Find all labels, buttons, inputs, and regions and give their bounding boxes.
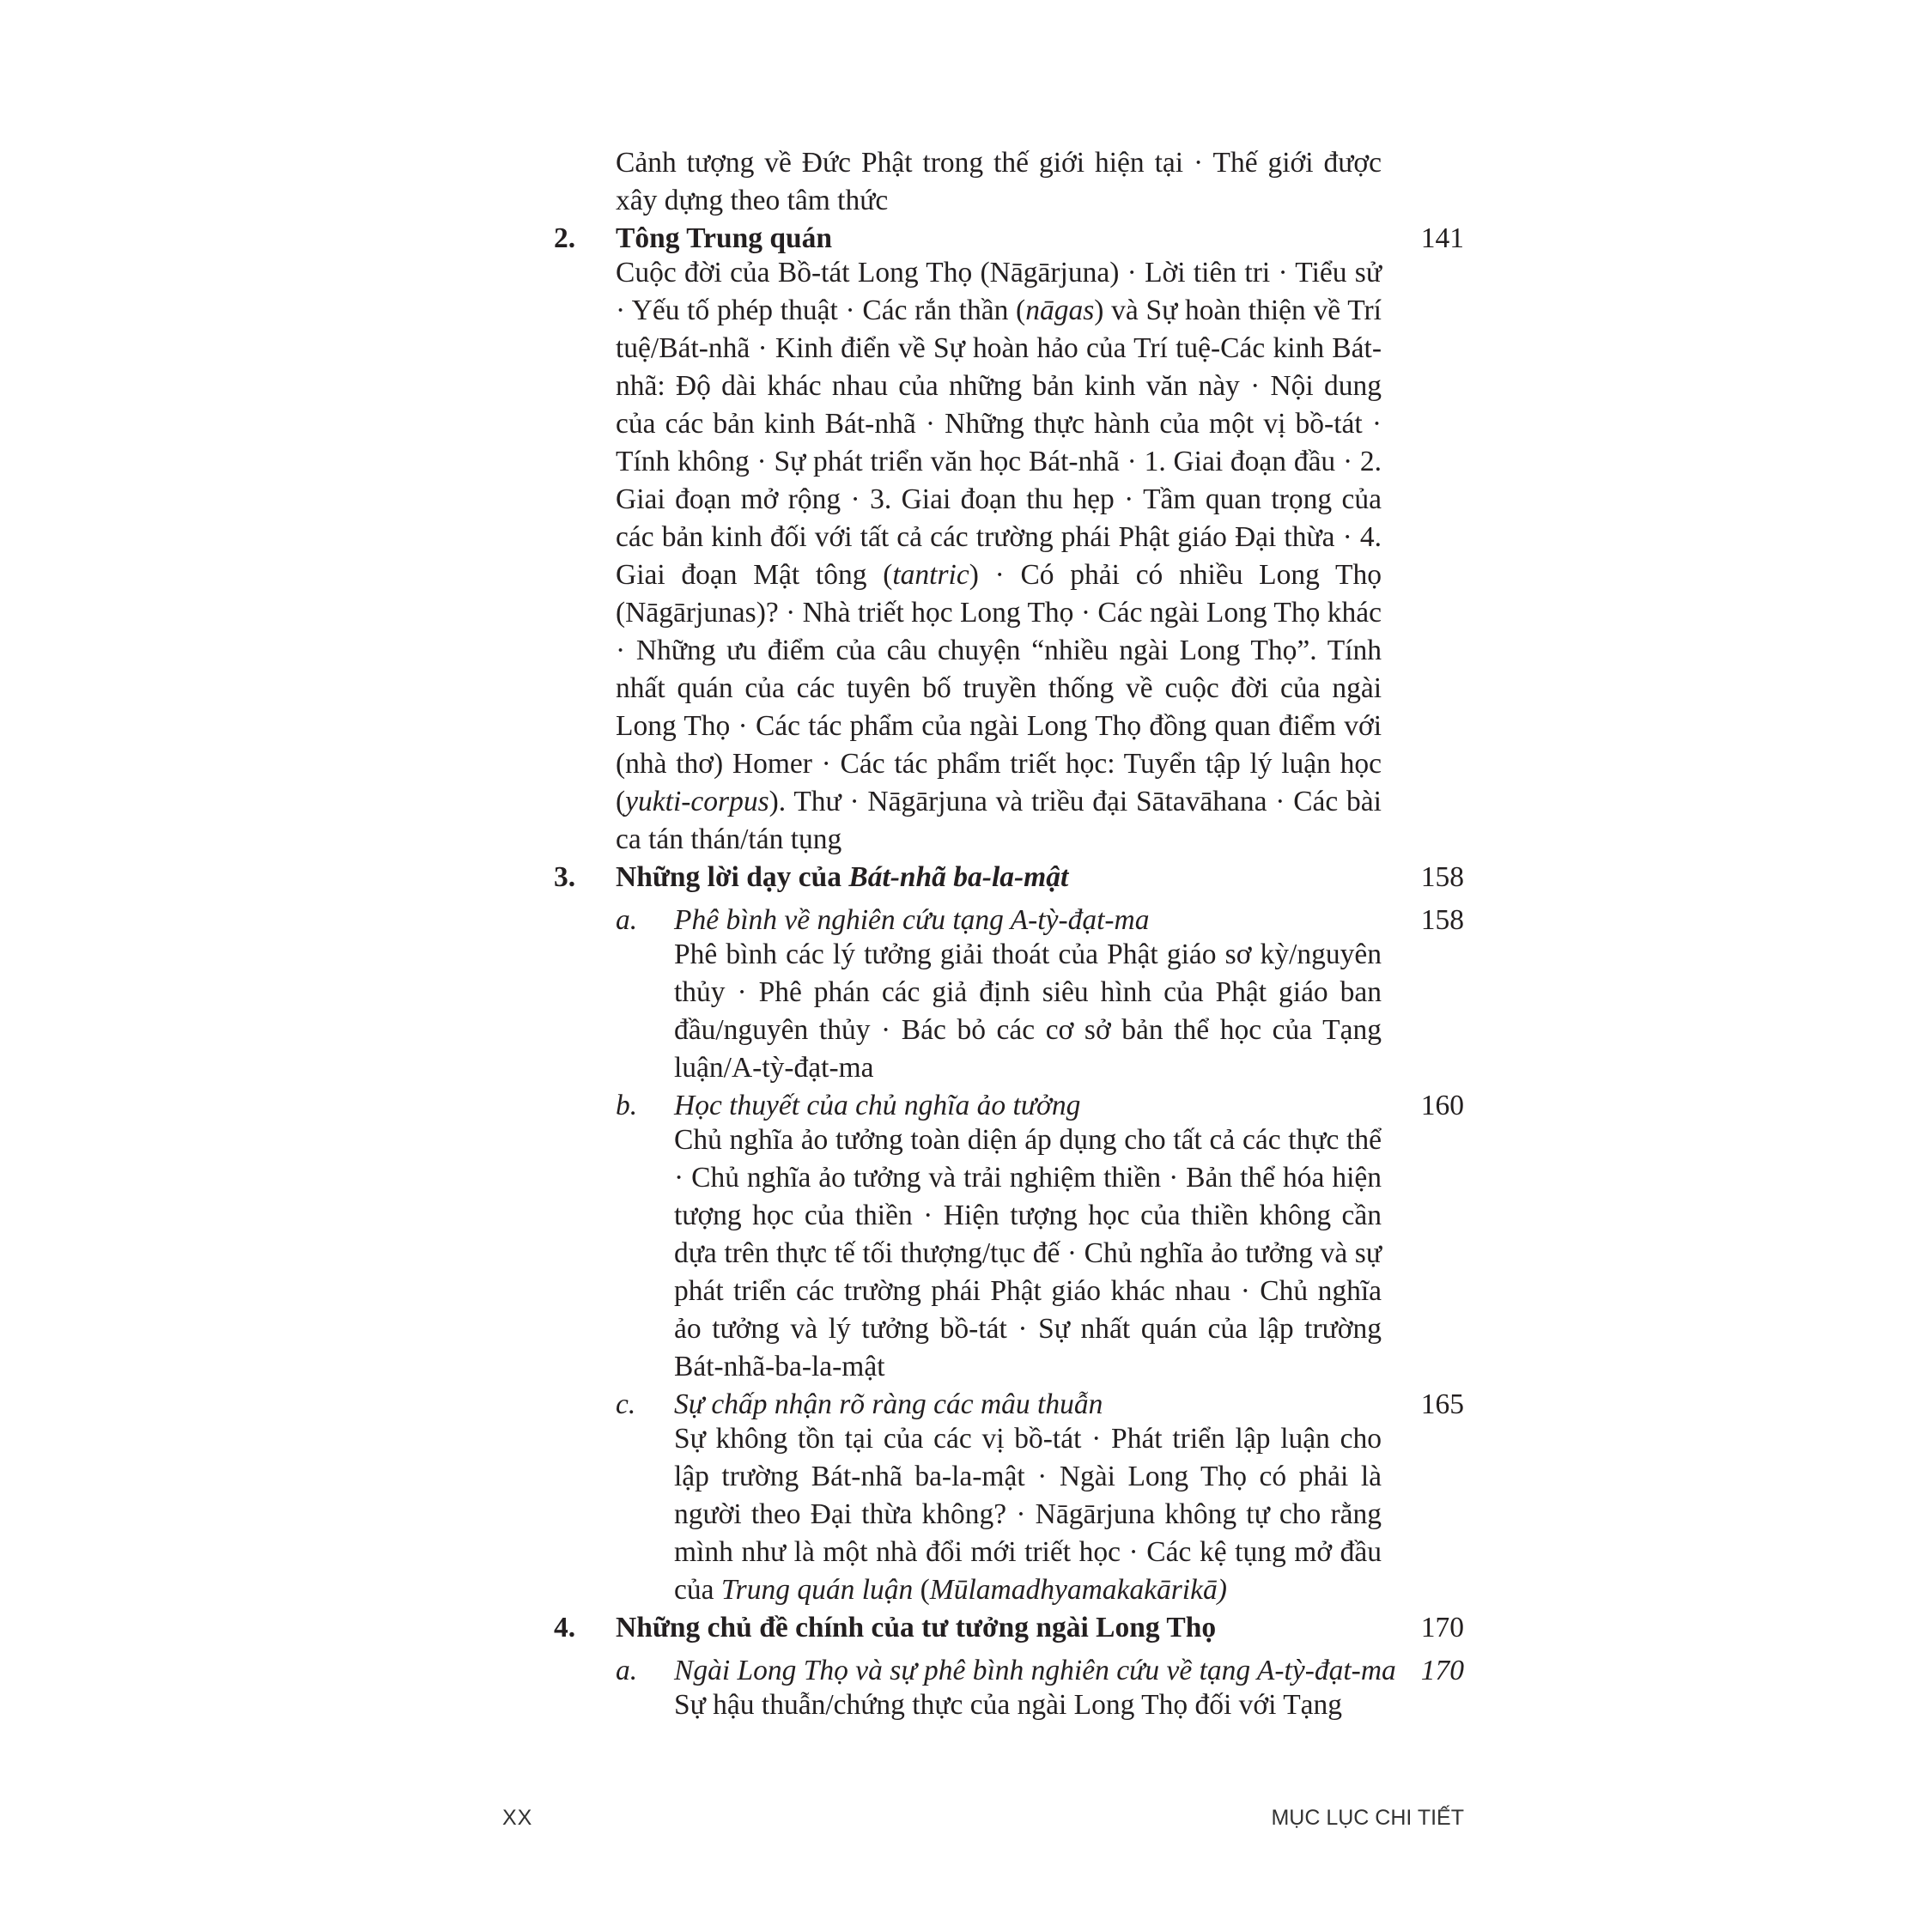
subsection-heading-row — [554, 1087, 1464, 1130]
page-number: 165 — [1420, 1388, 1464, 1420]
subsection-title: Sự chấp nhận rõ ràng các mâu thuẫn — [674, 1388, 1103, 1420]
description-tail-italic: Mūlamadhyamakakārikā) — [929, 1574, 1227, 1606]
subsection-description: Phê bình các lý tưởng giải thoát của Phật giáo sơ kỳ/nguyên thủy · Phê phán các giả định siêu hình của Phật giáo ban đầu/nguyên thủy · Bác bỏ các cơ sở bản thể học của Tạng luận/A-tỳ-đạt-ma — [674, 939, 1382, 1084]
intro-text: Cảnh tượng về Đức Phật trong thế giới hiện tại · Thế giới được xây dựng theo tâm thức — [616, 147, 1382, 216]
section-description: Cuộc đời của Bồ-tát Long Thọ (Nāgārjuna) · Lời tiên tri · Tiểu sử · Yếu tố phép thuật · Các rắn thần (nāgas) và Sự hoàn thiện về Trí tuệ/Bát-nhã · Kinh điển về Sự hoàn hảo của Trí tuệ-Các kinh Bát-nhã: Độ dài khác nhau của những bản kinh văn này · Nội dung của các bản kinh Bát-nhã · Những thực hành của một vị bồ-tát · Tính không · Sự phát triển văn học Bát-nhã · 1. Giai đoạn đầu · 2. Giai đoạn mở rộng · 3. Giai đoạn thu hẹp · Tầm quan trọng của các bản kinh đối với tất cả các trường phái Phật giáo Đại thừa · 4. Giai đoạn Mật tông (tantric) · Có phải có nhiều Long Thọ (Nāgārjunas)? · Nhà triết học Long Thọ · Các ngài Long Thọ khác · Những ưu điểm của câu chuyện “nhiều ngài Long Thọ”. Tính nhất quán của các tuyên bố truyền thống về cuộc đời của ngài Long Thọ · Các tác phẩm của ngài Long Thọ đồng quan điểm với (nhà thơ) Homer · Các tác phẩm triết học: Tuyển tập lý luận học (yukti-corpus). Thư · Nāgārjuna và triều đại Sātavāhana · Các bài ca tán thán/tán tụng — [616, 257, 1382, 855]
toc-subsection-3a — [554, 902, 1464, 1087]
page-number: 141 — [1420, 222, 1464, 254]
description-italic: Trung quán luận — [720, 1574, 914, 1606]
page-number: 170 — [1420, 1612, 1464, 1643]
section-title — [616, 859, 1068, 896]
description-plain: Sự không tồn tại của các vị bồ-tát · Phát triển lập luận cho lập trường Bát-nhã ba-la-mật · Ngài Long Thọ có phải là người theo Đại thừa không? · Nāgārjuna không tự cho rằng mình như là một nhà đổi mới triết học · Các kệ tụng mở đầu của — [674, 1423, 1382, 1606]
section-title-plain: Những lời dạy của — [616, 861, 849, 893]
section-heading-row — [554, 859, 1464, 902]
subsection-heading-row — [554, 1652, 1464, 1695]
page-number: 170 — [1420, 1655, 1464, 1686]
section-heading-row — [554, 1609, 1464, 1652]
section-heading-row — [554, 220, 1464, 263]
subsection-letter: a. — [616, 904, 638, 936]
description-tail-plain: ( — [913, 1574, 930, 1606]
subsection-heading-row — [554, 1386, 1464, 1429]
page-number: 160 — [1420, 1090, 1464, 1121]
subsection-heading-row — [554, 902, 1464, 945]
page-number: 158 — [1420, 861, 1464, 893]
subsection-title: Ngài Long Thọ và sự phê bình nghiên cứu về tạng A-tỳ-đạt-ma — [674, 1655, 1396, 1686]
subsection-letter: b. — [616, 1090, 638, 1121]
subsection-title: Học thuyết của chủ nghĩa ảo tưởng — [674, 1090, 1081, 1121]
section-title-italic: Bát-nhã ba-la-mật — [848, 861, 1069, 893]
toc-section-2 — [554, 220, 1464, 859]
section-number: 2. — [554, 222, 576, 254]
section-number: 4. — [554, 1612, 576, 1643]
toc-subsection-4a — [554, 1652, 1464, 1724]
page-number: 158 — [1420, 904, 1464, 936]
subsection-letter: c. — [616, 1388, 636, 1420]
running-footer: MỤC LỤC CHI TIẾT — [1271, 1806, 1464, 1830]
toc-subsection-3b — [554, 1087, 1464, 1386]
subsection-description — [674, 1420, 1382, 1609]
subsection-title: Phê bình về nghiên cứu tạng A-tỳ-đạt-ma — [674, 904, 1150, 936]
section-title: Những chủ đề chính của tư tưởng ngài Long Thọ — [616, 1612, 1217, 1643]
page-folio: XX — [502, 1806, 533, 1830]
section-title: Tông Trung quán — [616, 222, 833, 254]
section-number: 3. — [554, 861, 576, 893]
subsection-letter: a. — [616, 1655, 638, 1686]
toc-subsection-3c — [554, 1386, 1464, 1609]
table-of-contents — [554, 144, 1464, 1724]
subsection-description: Sự hậu thuẫn/chứng thực của ngài Long Thọ đối với Tạng — [674, 1689, 1343, 1721]
toc-section-4 — [554, 1609, 1464, 1724]
toc-section-3 — [554, 859, 1464, 1609]
subsection-description: Chủ nghĩa ảo tưởng toàn diện áp dụng cho tất cả các thực thể · Chủ nghĩa ảo tưởng và trải nghiệm thiền · Bản thể hóa hiện tượng học của thiền · Hiện tượng học của thiền không cần dựa trên thực tế tối thượng/tục đế · Chủ nghĩa ảo tưởng và sự phát triển các trường phái Phật giáo khác nhau · Chủ nghĩa ảo tưởng và lý tưởng bồ-tát · Sự nhất quán của lập trường Bát-nhã-ba-la-mật — [674, 1124, 1382, 1382]
